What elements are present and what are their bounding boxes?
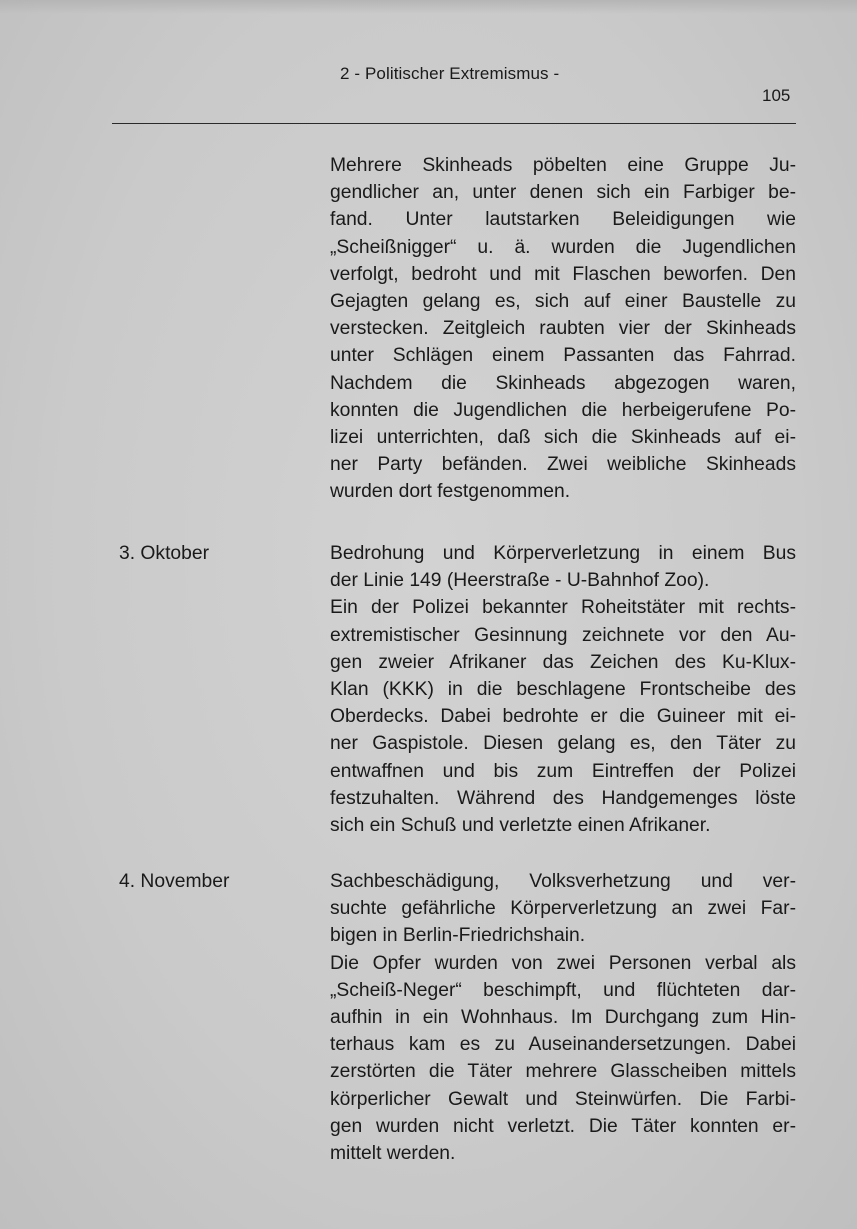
text-line: Klan (KKK) in die beschlagene Frontscheibe des	[330, 678, 796, 700]
text-line: unter Schlägen einem Passanten das Fahrrad.	[330, 345, 796, 367]
entry-text-continuation	[330, 152, 796, 505]
text-line: Mehrere Skinheads pöbelten eine Gruppe Ju-	[330, 155, 796, 176]
text-line: terhaus kam es zu Auseinandersetzungen. Dabei	[330, 1034, 796, 1056]
text-line: der Linie 149 (Heerstraße - U-Bahnhof Zoo).	[330, 570, 710, 592]
text-line: Ein der Polizei bekannter Roheitstäter mit rechts-	[330, 597, 796, 619]
scan-edge-shadow	[0, 0, 857, 14]
text-line: gen wurden nicht verletzt. Die Täter konnten er-	[330, 1115, 796, 1137]
text-line: „Scheißnigger“ u. ä. wurden die Jugendlichen	[330, 236, 796, 258]
text-line: Die Opfer wurden von zwei Personen verbal als	[330, 952, 796, 974]
entry-date-oktober: 3. Oktober	[119, 543, 210, 564]
page-number: 105	[762, 86, 791, 105]
text-line: mittelt werden.	[330, 1142, 456, 1164]
text-line: Gejagten gelang es, sich auf einer Baustelle zu	[330, 290, 796, 312]
text-line: ner Gaspistole. Diesen gelang es, den Täter zu	[330, 733, 796, 755]
text-line: Nachdem die Skinheads abgezogen waren,	[330, 372, 796, 394]
text-line: wurden dort festgenommen.	[330, 481, 571, 503]
entry-text-oktober	[330, 540, 796, 839]
entry-text-november	[330, 868, 796, 1167]
text-line: ner Party befänden. Zwei weibliche Skinheads	[330, 454, 796, 476]
text-line: gen zweier Afrikaner das Zeichen des Ku-Klux-	[330, 651, 796, 673]
text-line: aufhin in ein Wohnhaus. Im Durchgang zum Hin-	[330, 1006, 796, 1028]
text-line: entwaffnen und bis zum Eintreffen der Polizei	[330, 760, 796, 782]
text-line: extremistischer Gesinnung zeichnete vor den Au-	[330, 624, 796, 646]
text-line: verfolgt, bedroht und mit Flaschen beworfen. Den	[330, 263, 796, 285]
text-line: konnten die Jugendlichen die herbeigerufene Po-	[330, 399, 796, 421]
text-line: körperlicher Gewalt und Steinwürfen. Die Farbi-	[330, 1088, 796, 1110]
text-line: Oberdecks. Dabei bedrohte er die Guineer mit ei-	[330, 706, 796, 728]
text-line: verstecken. Zeitgleich raubten vier der Skinheads	[330, 318, 796, 340]
text-line: fand. Unter lautstarken Beleidigungen wie	[330, 209, 796, 231]
text-line: „Scheiß-Neger“ beschimpft, und flüchteten dar-	[330, 979, 796, 1001]
text-line: sich ein Schuß und verletzte einen Afrikaner.	[330, 814, 711, 836]
text-line: Sachbeschädigung, Volksverhetzung und ver-	[330, 871, 796, 892]
header-rule	[112, 123, 796, 124]
text-line: bigen in Berlin-Friedrichshain.	[330, 925, 586, 947]
text-line: lizei unterrichten, daß sich die Skinheads auf ei-	[330, 426, 796, 448]
text-line: Bedrohung und Körperverletzung in einem Bus	[330, 543, 796, 564]
text-line: zerstörten die Täter mehrere Glasscheiben mittels	[330, 1061, 796, 1083]
text-line: gendlicher an, unter denen sich ein Farbiger be-	[330, 182, 796, 204]
entry-date-november: 4. November	[119, 871, 230, 892]
running-header-title: 2 - Politischer Extremismus -	[340, 64, 560, 83]
text-line: suchte gefährliche Körperverletzung an zwei Far-	[330, 898, 796, 920]
text-line: festzuhalten. Während des Handgemenges löste	[330, 787, 796, 809]
